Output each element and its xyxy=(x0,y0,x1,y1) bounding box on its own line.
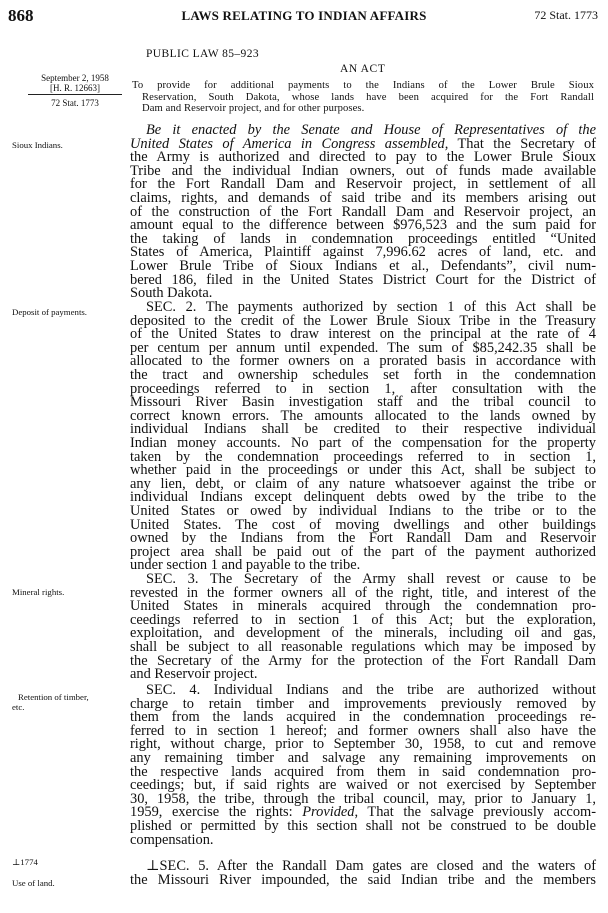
body-line: revested in the former owners all of the right, title, and interest of the xyxy=(130,584,596,601)
body-line: 30, 1958, the tribe, through the tribal council, may, prior to January 1, xyxy=(130,790,596,807)
margin-stat: 72 Stat. 1773 xyxy=(51,98,99,108)
margin-note-deposit-of-payments: Deposit of payments. xyxy=(12,307,88,317)
body-line: United States. The cost of moving dwellings and other buildings xyxy=(130,516,596,533)
body-line: of the construction of the Fort Randall Dam and Reservoir project, an xyxy=(130,203,596,220)
body-line: them from the lands acquired in the condemnation proceedings re- xyxy=(130,709,596,726)
body-line: ceedings; but, if said rights are waived or not exercised by September xyxy=(130,777,596,794)
body-line: owned by the Indians from the Fort Randall Dam and Reservoir xyxy=(130,530,596,547)
enacting-clause-line: Be it enacted by the Senate and House of Representatives of the xyxy=(146,122,596,138)
margin-bill-reference xyxy=(28,73,122,108)
body-text-fragment: , That the salvage previously accom- xyxy=(354,804,596,821)
body-line: the Missouri River impounded, the said Indian tribe and the members xyxy=(130,871,596,888)
body-line: Missouri River Basin investigation staff and the tribal council to xyxy=(130,394,596,411)
body-line: SEC. 3. The Secretary of the Army shall revest or cause to be xyxy=(146,571,596,587)
margin-note-use-of-land: Use of land. xyxy=(12,878,55,888)
running-title: LAWS RELATING TO INDIAN AFFAIRS xyxy=(181,8,427,23)
body-line: United States or owed by individual Indians to the tribe or to the xyxy=(130,502,596,519)
body-line: compensation. xyxy=(130,831,214,848)
body-line: States of America, Plaintiff against 7,996.62 acres of land, etc. and xyxy=(130,244,596,261)
body-line: shall be subject to all reasonable regulations which may be imposed by xyxy=(130,638,596,655)
body-line: SEC. 2. The payments authorized by section 1 of this Act shall be xyxy=(146,299,596,315)
act-heading: AN ACT xyxy=(340,63,386,75)
body-line: of the United States to draw interest on the principal at the rate of 4 xyxy=(130,326,596,343)
body-line: taken by the condemnation proceedings referred to in section 1, xyxy=(130,448,596,465)
margin-note-line: Retention of timber, xyxy=(18,692,89,702)
section-2 xyxy=(130,301,596,573)
body-line: ceedings referred to in section 1 of this Act; but the exploration, xyxy=(130,611,596,628)
body-line: whether paid in the proceedings or under this Act, shall be subject to xyxy=(130,462,596,479)
body-line: ⊥SEC. 5. After the Randall Dam gates are closed and the waters of xyxy=(146,858,596,874)
margin-note-line: etc. xyxy=(12,702,25,712)
body-line: bered 186, filed in the United States District Court for the District of xyxy=(130,271,596,288)
body-line: individual Indians except delinquent debts owed by the tribe to the xyxy=(130,489,596,506)
purpose-line: Dam and Reservoir project, and for other purposes. xyxy=(142,103,365,114)
body-line: Tribe and the individual Indian owners, out of funds made available xyxy=(130,162,596,179)
margin-note-mineral-rights: Mineral rights. xyxy=(12,587,65,597)
body-line: any remaining timber and salvage any remaining improvements on xyxy=(130,749,596,766)
body-line: amount equal to the difference between $976,523 and the sum paid for xyxy=(130,217,596,234)
page-number: 868 xyxy=(8,6,34,25)
body-line: the taking of lands in condemnation proceedings entitled “United xyxy=(130,230,596,247)
body-line: exploitation, and development of the minerals, including oil and gas, xyxy=(130,625,596,642)
section-5 xyxy=(130,860,596,887)
body-line: and Reservoir project. xyxy=(130,666,258,683)
body-line: deposited to the credit of the Lower Brule Sioux Tribe in the Treasury xyxy=(130,312,596,329)
body-line: any lien, debt, or claim of any nature whatsoever against the tribe or xyxy=(130,475,596,492)
body-line: ferred to in section 1 hereof; and former owners shall also have the xyxy=(130,722,596,739)
public-law-number: PUBLIC LAW 85–923 xyxy=(146,48,260,60)
body-line: claims, rights, and demands of said tribe and its members arising out xyxy=(130,189,596,206)
body-line: plished or permitted by this section shall not be construed to be double xyxy=(130,817,596,834)
body-line: the respective lands acquired from them in said condemnation pro- xyxy=(130,763,596,780)
body-line: individual Indians shall be credited to their respective individual xyxy=(130,421,596,438)
body-line: Lower Brule Tribe of Sioux Indians et al., Defendants”, civil num- xyxy=(130,257,596,274)
act-purpose xyxy=(132,80,594,115)
body-line: allocated to the former owners on a prorated basis in accordance with xyxy=(130,353,596,370)
body-line: South Dakota. xyxy=(130,285,213,302)
enacting-clause-italic: United States of America in Congress assembled, xyxy=(130,135,449,152)
body-line: the Army is authorized and directed to pay to the Lower Brule Sioux xyxy=(130,149,596,166)
margin-page-reference: ⊥1774 xyxy=(12,857,38,867)
purpose-line: To provide for additional payments to the Indians of the Lower Brule Sioux xyxy=(132,80,594,91)
body-line: under section 1 and payable to the tribe. xyxy=(130,557,361,574)
body-text-fragment: 1959, exercise the rights: xyxy=(130,804,303,821)
proviso-italic: Provided xyxy=(302,804,355,821)
section-1 xyxy=(130,124,596,301)
purpose-line: Reservation, South Dakota, whose lands have been acquired for the Fort Randall xyxy=(142,91,594,103)
body-line: project area shall be paid out of the part of the payment authorized xyxy=(130,543,596,560)
body-line: correct known errors. The amounts allocated to the lands owned by xyxy=(130,407,596,424)
body-line: the Secretary of the Army for the protection of the Fort Randall Dam xyxy=(130,652,596,669)
body-line: proceedings referred to in section 1, after consultation with the xyxy=(130,380,596,397)
body-line: for the Fort Randall Dam and Reservoir project, in settlement of all xyxy=(130,176,596,193)
margin-date: September 2, 1958 xyxy=(41,73,109,83)
body-line: charge to retain timber and improvements previously removed by xyxy=(130,695,596,712)
margin-note-sioux-indians: Sioux Indians. xyxy=(12,140,63,150)
body-line: the tract and ownership schedules set forth in the condemnation xyxy=(130,366,596,383)
section-4 xyxy=(130,684,596,847)
body-line: right, without charge, prior to September 30, 1958, to cut and remove xyxy=(130,736,596,753)
body-text-fragment: That the Secretary of xyxy=(448,135,596,152)
margin-note-retention-of-timber xyxy=(12,692,89,712)
body-line: SEC. 4. Individual Indians and the tribe are authorized without xyxy=(146,682,596,698)
header-stat-reference: 72 Stat. 1773 xyxy=(534,8,598,22)
body-line: Indian money accounts. No part of the compensation for the property xyxy=(130,434,596,451)
margin-divider xyxy=(28,94,122,95)
body-line: United States in minerals acquired through the condemnation pro- xyxy=(130,598,596,615)
margin-bill-number: [H. R. 12663] xyxy=(50,83,100,93)
section-3 xyxy=(130,573,596,682)
body-line: per centum per annum until expended. The sum of $85,242.35 shall be xyxy=(130,339,596,356)
